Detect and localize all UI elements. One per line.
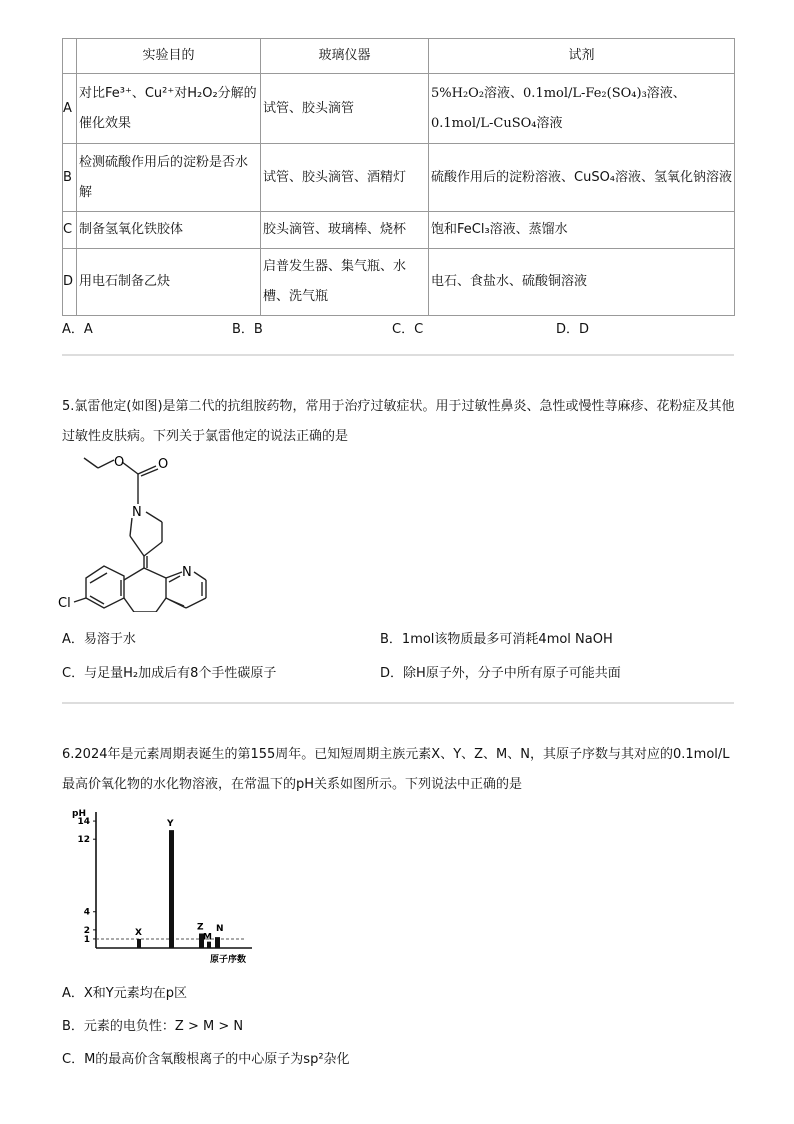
bar-label-n: N xyxy=(216,924,224,935)
row-glass: 胶头滴管、玻璃棒、烧杯 xyxy=(261,212,429,249)
row-label: B xyxy=(63,144,77,212)
y-tick-label: 12 xyxy=(77,835,90,846)
divider xyxy=(62,354,734,356)
q5-option-c[interactable]: C．与足量H₂加成后有8个手性碳原子 xyxy=(62,666,277,681)
row-purpose: 用电石制备乙炔 xyxy=(77,249,261,316)
bar-label-y: Y xyxy=(167,819,174,830)
row-glass: 启普发生器、集气瓶、水槽、洗气瓶 xyxy=(261,249,429,316)
q6-option-b[interactable]: B．元素的电负性：Z > M > N xyxy=(62,1019,244,1034)
divider xyxy=(62,702,734,704)
q4-header-glass: 玻璃仪器 xyxy=(261,39,429,74)
table-row xyxy=(63,212,735,249)
row-label: D xyxy=(63,249,77,316)
row-glass: 试管、胶头滴管、酒精灯 xyxy=(261,144,429,212)
table-row xyxy=(63,249,735,316)
row-glass: 试管、胶头滴管 xyxy=(261,74,429,144)
bar-x xyxy=(137,939,141,948)
chlorine-label: Cl xyxy=(58,596,71,611)
q4-option-a[interactable]: A．A xyxy=(62,322,93,337)
piperidine-nitrogen-label: N xyxy=(132,505,142,520)
bar-y xyxy=(169,830,174,948)
carbonyl-oxygen-label: O xyxy=(158,457,169,472)
row-reagent: 5%H₂O₂溶液、0.1mol/L-Fe₂(SO₄)₃溶液、0.1mol/L-CuSO₄溶液 xyxy=(429,74,735,144)
row-purpose: 检测硫酸作用后的淀粉是否水解 xyxy=(77,144,261,212)
ester-oxygen-label: O xyxy=(114,455,125,470)
row-reagent: 硫酸作用后的淀粉溶液、CuSO₄溶液、氢氧化钠溶液 xyxy=(429,144,735,212)
q4-table-header-row xyxy=(63,39,735,74)
loratadine-structure xyxy=(58,452,228,612)
q4-option-b[interactable]: B．B xyxy=(232,322,263,337)
bar-label-m: M xyxy=(203,932,212,943)
row-purpose: 制备氢氧化铁胶体 xyxy=(77,212,261,249)
row-label: C xyxy=(63,212,77,249)
q4-header-purpose: 实验目的 xyxy=(77,39,261,74)
y-tick-label: 4 xyxy=(83,907,90,918)
bar-label-z: Z xyxy=(197,922,204,933)
q5-option-a[interactable]: A．易溶于水 xyxy=(62,632,136,647)
row-reagent: 电石、食盐水、硫酸铜溶液 xyxy=(429,249,735,316)
y-tick-label: 1 xyxy=(83,934,90,945)
q6-option-a[interactable]: A．X和Y元素均在p区 xyxy=(62,986,187,1001)
y-tick-label: 2 xyxy=(83,925,90,936)
bar-n xyxy=(215,937,220,948)
row-purpose: 对比Fe³⁺、Cu²⁺对H₂O₂分解的催化效果 xyxy=(77,74,261,144)
q5-option-d[interactable]: D．除H原子外，分子中所有原子可能共面 xyxy=(380,666,621,681)
bar-label-x: X xyxy=(135,927,142,938)
q4-table xyxy=(62,38,735,316)
y-axis-label: pH xyxy=(72,809,86,819)
q4-header-label xyxy=(63,39,77,74)
q5-option-b[interactable]: B．1mol该物质最多可消耗4mol NaOH xyxy=(380,632,613,647)
row-reagent: 饱和FeCl₃溶液、蒸馏水 xyxy=(429,212,735,249)
q4-options xyxy=(62,318,742,338)
q4-header-reagent: 试剂 xyxy=(429,39,735,74)
x-axis-label: 原子序数 xyxy=(210,955,247,965)
pyridine-nitrogen-label: N xyxy=(182,565,192,580)
y-tick-label: 14 xyxy=(77,817,90,828)
q6-option-c[interactable]: C．M的最高价含氧酸根离子的中心原子为sp²杂化 xyxy=(62,1052,350,1067)
row-label: A xyxy=(63,74,77,144)
table-row xyxy=(63,144,735,212)
ph-chart xyxy=(66,802,266,968)
q6-stem: 6.2024年是元素周期表诞生的第155周年。已知短周期主族元素X、Y、Z、M、N，其原子序数与其对应的0.1mol/L最高价氧化物的水化物溶液，在常温下的pH关系如图所示。下列说法中正确的是 xyxy=(62,747,730,792)
q4-option-c[interactable]: C．C xyxy=(392,322,424,337)
table-row xyxy=(63,74,735,144)
q4-option-d[interactable]: D．D xyxy=(556,322,590,337)
q5-stem: 5.氯雷他定(如图)是第二代的抗组胺药物，常用于治疗过敏症状。用于过敏性鼻炎、急性或慢性荨麻疹、花粉症及其他过敏性皮肤病。下列关于氯雷他定的说法正确的是 xyxy=(62,399,735,444)
